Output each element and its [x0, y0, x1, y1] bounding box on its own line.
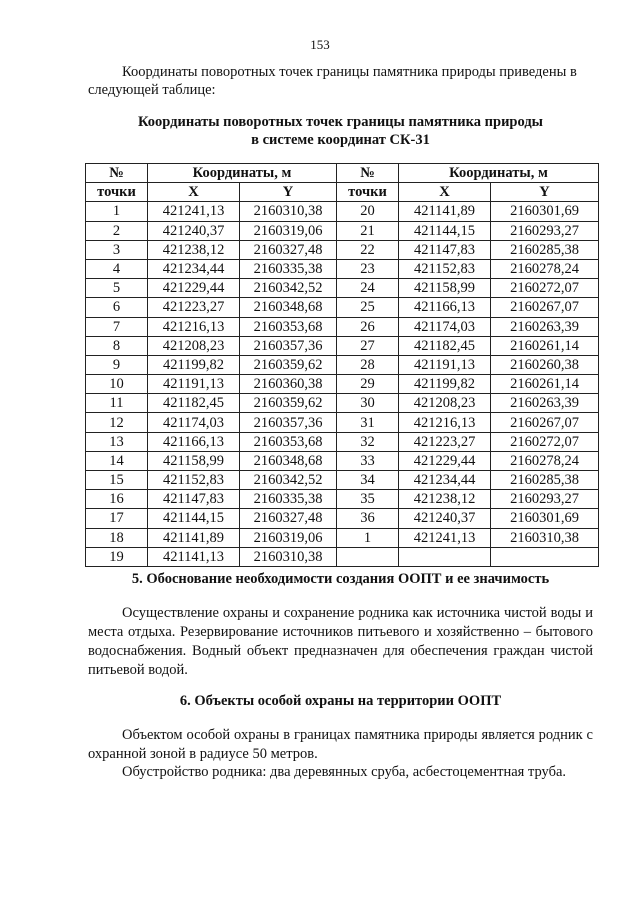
- table-row: [86, 490, 599, 509]
- point-number-left-cell: 14: [86, 451, 148, 470]
- point-number-right-cell: 36: [337, 509, 399, 528]
- y-right-cell: 2160285,38: [491, 240, 599, 259]
- point-number-right-cell: 33: [337, 451, 399, 470]
- y-right-cell: 2160310,38: [491, 528, 599, 547]
- table-row: [86, 259, 599, 278]
- table-body: [86, 202, 599, 567]
- header-y-right: Y: [491, 183, 599, 202]
- x-left-cell: 421191,13: [148, 375, 240, 394]
- point-number-left-cell: 3: [86, 240, 148, 259]
- table-header-row: [86, 164, 599, 183]
- y-right-cell: 2160301,69: [491, 509, 599, 528]
- x-left-cell: 421208,23: [148, 336, 240, 355]
- table-row: [86, 413, 599, 432]
- x-right-cell: 421152,83: [399, 259, 491, 278]
- x-left-cell: 421147,83: [148, 490, 240, 509]
- y-right-cell: 2160260,38: [491, 355, 599, 374]
- x-left-cell: 421141,13: [148, 547, 240, 566]
- header-x-right: X: [399, 183, 491, 202]
- y-right-cell: 2160293,27: [491, 490, 599, 509]
- x-left-cell: 421223,27: [148, 298, 240, 317]
- x-right-cell: 421229,44: [399, 451, 491, 470]
- y-left-cell: 2160348,68: [240, 451, 337, 470]
- section-6-paragraph-1: Объектом особой охраны в границах памятника природы является родник с охранной зоной в радиусе 50 метров.: [88, 727, 593, 762]
- y-right-cell: 2160272,07: [491, 432, 599, 451]
- x-left-cell: 421199,82: [148, 355, 240, 374]
- x-left-cell: 421144,15: [148, 509, 240, 528]
- point-number-left-cell: 7: [86, 317, 148, 336]
- y-right-cell: 2160263,39: [491, 394, 599, 413]
- header-point-left: точки: [86, 183, 148, 202]
- x-right-cell: 421240,37: [399, 509, 491, 528]
- table-row: [86, 528, 599, 547]
- x-right-cell: 421208,23: [399, 394, 491, 413]
- intro-paragraph: Координаты поворотных точек границы памятника природы приведены в следующей таблице:: [88, 64, 577, 98]
- y-left-cell: 2160335,38: [240, 259, 337, 278]
- x-right-cell: 421223,27: [399, 432, 491, 451]
- y-left-cell: 2160319,06: [240, 221, 337, 240]
- point-number-left-cell: 8: [86, 336, 148, 355]
- x-right-cell: 421191,13: [399, 355, 491, 374]
- y-right-cell: 2160285,38: [491, 471, 599, 490]
- point-number-right-cell: 28: [337, 355, 399, 374]
- y-left-cell: 2160310,38: [240, 202, 337, 221]
- y-right-cell: [491, 547, 599, 566]
- x-right-cell: 421174,03: [399, 317, 491, 336]
- x-right-cell: 421182,45: [399, 336, 491, 355]
- y-left-cell: 2160357,36: [240, 336, 337, 355]
- x-right-cell: 421234,44: [399, 471, 491, 490]
- point-number-right-cell: 30: [337, 394, 399, 413]
- header-y-left: Y: [240, 183, 337, 202]
- table-row: [86, 375, 599, 394]
- table-row: [86, 298, 599, 317]
- y-right-cell: 2160261,14: [491, 336, 599, 355]
- point-number-right-cell: 25: [337, 298, 399, 317]
- y-left-cell: 2160353,68: [240, 317, 337, 336]
- point-number-right-cell: 34: [337, 471, 399, 490]
- y-right-cell: 2160293,27: [491, 221, 599, 240]
- coordinates-table: [85, 163, 599, 567]
- point-number-right-cell: 35: [337, 490, 399, 509]
- y-left-cell: 2160335,38: [240, 490, 337, 509]
- point-number-left-cell: 16: [86, 490, 148, 509]
- y-right-cell: 2160267,07: [491, 298, 599, 317]
- table-row: [86, 240, 599, 259]
- header-coords-right: Координаты, м: [399, 164, 599, 183]
- header-number-left: №: [86, 164, 148, 183]
- table-title-line-2: в системе координат СК-31: [251, 132, 430, 148]
- point-number-left-cell: 12: [86, 413, 148, 432]
- y-left-cell: 2160327,48: [240, 509, 337, 528]
- table-row: [86, 279, 599, 298]
- x-right-cell: 421216,13: [399, 413, 491, 432]
- y-left-cell: 2160359,62: [240, 355, 337, 374]
- y-right-cell: 2160267,07: [491, 413, 599, 432]
- x-left-cell: 421158,99: [148, 451, 240, 470]
- table-row: [86, 317, 599, 336]
- table-row: [86, 394, 599, 413]
- table-row: [86, 355, 599, 374]
- table-row: [86, 432, 599, 451]
- point-number-right-cell: 1: [337, 528, 399, 547]
- point-number-left-cell: 5: [86, 279, 148, 298]
- x-left-cell: 421241,13: [148, 202, 240, 221]
- section-5-paragraph: Осуществление охраны и сохранение родника как источника чистой воды и места отдыха. Резервирование источников питьевого и хозяйственно – бытового водоснабжения. Водный объект предназначен для обеспечения граждан чистой питьевой водой.: [88, 605, 593, 678]
- point-number-right-cell: [337, 547, 399, 566]
- x-right-cell: 421141,89: [399, 202, 491, 221]
- point-number-left-cell: 11: [86, 394, 148, 413]
- x-right-cell: 421166,13: [399, 298, 491, 317]
- point-number-left-cell: 9: [86, 355, 148, 374]
- table-row: [86, 202, 599, 221]
- y-left-cell: 2160353,68: [240, 432, 337, 451]
- point-number-left-cell: 4: [86, 259, 148, 278]
- x-left-cell: 421174,03: [148, 413, 240, 432]
- point-number-left-cell: 19: [86, 547, 148, 566]
- point-number-left-cell: 6: [86, 298, 148, 317]
- page-number: 153: [310, 37, 330, 52]
- point-number-right-cell: 21: [337, 221, 399, 240]
- point-number-right-cell: 32: [337, 432, 399, 451]
- y-left-cell: 2160319,06: [240, 528, 337, 547]
- point-number-left-cell: 10: [86, 375, 148, 394]
- y-left-cell: 2160310,38: [240, 547, 337, 566]
- y-right-cell: 2160261,14: [491, 375, 599, 394]
- x-right-cell: [399, 547, 491, 566]
- y-left-cell: 2160348,68: [240, 298, 337, 317]
- table-row: [86, 221, 599, 240]
- x-left-cell: 421238,12: [148, 240, 240, 259]
- section-6-heading: 6. Объекты особой охраны на территории ООПТ: [179, 693, 502, 709]
- x-right-cell: 421199,82: [399, 375, 491, 394]
- point-number-right-cell: 24: [337, 279, 399, 298]
- point-number-left-cell: 2: [86, 221, 148, 240]
- x-left-cell: 421240,37: [148, 221, 240, 240]
- point-number-right-cell: 22: [337, 240, 399, 259]
- x-left-cell: 421229,44: [148, 279, 240, 298]
- y-right-cell: 2160272,07: [491, 279, 599, 298]
- table-subheader-row: [86, 183, 599, 202]
- y-right-cell: 2160278,24: [491, 451, 599, 470]
- table-row: [86, 509, 599, 528]
- header-coords-left: Координаты, м: [148, 164, 337, 183]
- x-right-cell: 421158,99: [399, 279, 491, 298]
- y-right-cell: 2160263,39: [491, 317, 599, 336]
- table-row: [86, 471, 599, 490]
- point-number-right-cell: 29: [337, 375, 399, 394]
- point-number-right-cell: 23: [337, 259, 399, 278]
- x-left-cell: 421182,45: [148, 394, 240, 413]
- point-number-right-cell: 20: [337, 202, 399, 221]
- header-x-left: X: [148, 183, 240, 202]
- y-right-cell: 2160278,24: [491, 259, 599, 278]
- x-right-cell: 421238,12: [399, 490, 491, 509]
- x-left-cell: 421152,83: [148, 471, 240, 490]
- table-row: [86, 547, 599, 566]
- header-point-right: точки: [337, 183, 399, 202]
- point-number-left-cell: 18: [86, 528, 148, 547]
- table-title-line-1: Координаты поворотных точек границы памятника природы: [138, 114, 543, 130]
- y-left-cell: 2160357,36: [240, 413, 337, 432]
- y-right-cell: 2160301,69: [491, 202, 599, 221]
- point-number-right-cell: 27: [337, 336, 399, 355]
- x-left-cell: 421141,89: [148, 528, 240, 547]
- header-number-right: №: [337, 164, 399, 183]
- y-left-cell: 2160360,38: [240, 375, 337, 394]
- y-left-cell: 2160342,52: [240, 471, 337, 490]
- x-left-cell: 421234,44: [148, 259, 240, 278]
- x-right-cell: 421147,83: [399, 240, 491, 259]
- y-left-cell: 2160359,62: [240, 394, 337, 413]
- section-6-paragraph-2: Обустройство родника: два деревянных сруба, асбестоцементная труба.: [122, 764, 567, 780]
- table-row: [86, 451, 599, 470]
- y-left-cell: 2160327,48: [240, 240, 337, 259]
- x-left-cell: 421166,13: [148, 432, 240, 451]
- x-left-cell: 421216,13: [148, 317, 240, 336]
- table-title: [88, 113, 593, 149]
- section-5-heading: 5. Обоснование необходимости создания ООПТ и ее значимость: [131, 571, 550, 587]
- point-number-left-cell: 1: [86, 202, 148, 221]
- point-number-left-cell: 17: [86, 509, 148, 528]
- x-right-cell: 421144,15: [399, 221, 491, 240]
- x-right-cell: 421241,13: [399, 528, 491, 547]
- point-number-left-cell: 15: [86, 471, 148, 490]
- point-number-left-cell: 13: [86, 432, 148, 451]
- point-number-right-cell: 26: [337, 317, 399, 336]
- point-number-right-cell: 31: [337, 413, 399, 432]
- table-row: [86, 336, 599, 355]
- y-left-cell: 2160342,52: [240, 279, 337, 298]
